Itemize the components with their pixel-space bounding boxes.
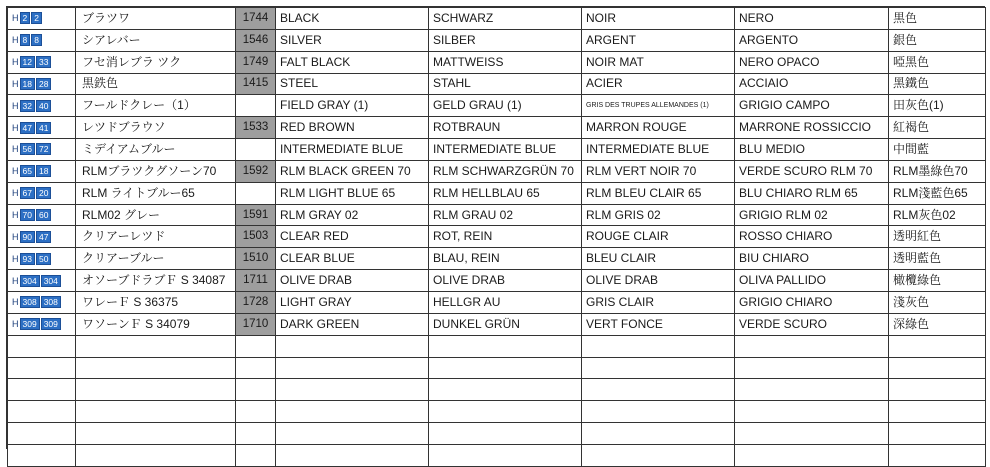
number-badge: 33 — [36, 56, 51, 68]
h-prefix: H — [12, 144, 19, 155]
blank-cell — [236, 423, 276, 445]
blank-row — [8, 444, 986, 466]
number-badge: 70 — [20, 209, 35, 221]
chinese-name: 透明紅色 — [889, 226, 986, 248]
german-name: BLAU, REIN — [429, 248, 582, 270]
chinese-name: 銀色 — [889, 29, 986, 51]
german-name: SCHWARZ — [429, 8, 582, 30]
blank-cell — [889, 379, 986, 401]
h-prefix: H — [12, 188, 19, 199]
chinese-name: 橄欖綠色 — [889, 270, 986, 292]
french-name: RLM VERT NOIR 70 — [582, 160, 735, 182]
italian-name: GRIGIO CAMPO — [735, 95, 889, 117]
japanese-name: フセ消レブラ ツク — [76, 51, 236, 73]
blank-cell — [582, 444, 735, 466]
table-row — [8, 204, 986, 226]
code-cell: 1591 — [236, 204, 276, 226]
italian-name: NERO — [735, 8, 889, 30]
blank-cell — [76, 379, 236, 401]
h-prefix: H — [12, 78, 19, 89]
french-name: OLIVE DRAB — [582, 270, 735, 292]
blank-cell — [582, 379, 735, 401]
number-badge: 32 — [20, 100, 35, 112]
code-badges-cell — [8, 29, 76, 51]
japanese-name: フールドクレー（1） — [76, 95, 236, 117]
number-badge: 47 — [36, 231, 51, 243]
german-name: OLIVE DRAB — [429, 270, 582, 292]
english-name: INTERMEDIATE BLUE — [276, 139, 429, 161]
number-badge: 2 — [31, 12, 42, 24]
color-table-body — [8, 8, 986, 467]
number-badge: 304 — [20, 275, 40, 287]
english-name: SILVER — [276, 29, 429, 51]
code-badges-cell — [8, 270, 76, 292]
french-name: ACIER — [582, 73, 735, 95]
french-name: ROUGE CLAIR — [582, 226, 735, 248]
german-name: ROT, REIN — [429, 226, 582, 248]
german-name: RLM SCHWARZGRÜN 70 — [429, 160, 582, 182]
h-prefix: H — [12, 231, 19, 242]
english-name: OLIVE DRAB — [276, 270, 429, 292]
code-cell: 1710 — [236, 313, 276, 335]
blank-cell — [429, 379, 582, 401]
table-row — [8, 8, 986, 30]
number-badge: 28 — [36, 78, 51, 90]
number-badge: 18 — [20, 78, 35, 90]
code-badges-cell — [8, 160, 76, 182]
german-name: HELLGR AU — [429, 291, 582, 313]
h-prefix: H — [12, 297, 19, 308]
blank-cell — [735, 423, 889, 445]
code-badges-cell — [8, 95, 76, 117]
japanese-name: クリアーブルー — [76, 248, 236, 270]
number-badge: 72 — [36, 143, 51, 155]
english-name: DARK GREEN — [276, 313, 429, 335]
number-badge: 56 — [20, 143, 35, 155]
blank-cell — [236, 357, 276, 379]
blank-cell — [582, 423, 735, 445]
blank-cell — [236, 401, 276, 423]
german-name: RLM GRAU 02 — [429, 204, 582, 226]
italian-name: NERO OPACO — [735, 51, 889, 73]
code-cell: 1415 — [236, 73, 276, 95]
code-cell — [236, 95, 276, 117]
blank-cell — [8, 335, 76, 357]
italian-name: BLU CHIARO RLM 65 — [735, 182, 889, 204]
japanese-name: ワソーンＦ S 34079 — [76, 313, 236, 335]
japanese-name: ミデイアムブルー — [76, 139, 236, 161]
blank-cell — [735, 401, 889, 423]
japanese-name: レツドブラウソ — [76, 117, 236, 139]
italian-name: ACCIAIO — [735, 73, 889, 95]
chinese-name: 透明藍色 — [889, 248, 986, 270]
h-prefix: H — [12, 166, 19, 177]
german-name: SILBER — [429, 29, 582, 51]
code-badges-cell — [8, 73, 76, 95]
blank-cell — [735, 444, 889, 466]
blank-cell — [582, 335, 735, 357]
japanese-name: RLM02 グレー — [76, 204, 236, 226]
english-name: BLACK — [276, 8, 429, 30]
chinese-name: RLM墨綠色70 — [889, 160, 986, 182]
number-badge: 50 — [36, 253, 51, 265]
english-name: RLM GRAY 02 — [276, 204, 429, 226]
french-name: GRIS CLAIR — [582, 291, 735, 313]
german-name: STAHL — [429, 73, 582, 95]
number-badge: 41 — [36, 122, 51, 134]
italian-name: ROSSO CHIARO — [735, 226, 889, 248]
blank-cell — [735, 335, 889, 357]
japanese-name: RLM ライトブルー65 — [76, 182, 236, 204]
german-name: DUNKEL GRÜN — [429, 313, 582, 335]
blank-row — [8, 423, 986, 445]
blank-cell — [889, 444, 986, 466]
italian-name: BLU MEDIO — [735, 139, 889, 161]
blank-cell — [276, 335, 429, 357]
chinese-name: 紅褐色 — [889, 117, 986, 139]
number-badge: 308 — [20, 296, 40, 308]
german-name: MATTWEISS — [429, 51, 582, 73]
blank-cell — [8, 401, 76, 423]
code-badges-cell — [8, 204, 76, 226]
code-cell: 1728 — [236, 291, 276, 313]
number-badge: 90 — [20, 231, 35, 243]
code-cell: 1533 — [236, 117, 276, 139]
table-row — [8, 226, 986, 248]
code-cell — [236, 139, 276, 161]
code-cell — [236, 182, 276, 204]
japanese-name: 黒鉄色 — [76, 73, 236, 95]
blank-cell — [889, 335, 986, 357]
blank-cell — [276, 444, 429, 466]
german-name: ROTBRAUN — [429, 117, 582, 139]
code-cell: 1711 — [236, 270, 276, 292]
number-badge: 47 — [20, 122, 35, 134]
blank-cell — [429, 357, 582, 379]
code-cell: 1546 — [236, 29, 276, 51]
french-name: INTERMEDIATE BLUE — [582, 139, 735, 161]
japanese-name: シアレバー — [76, 29, 236, 51]
chinese-name: 黒色 — [889, 8, 986, 30]
code-cell: 1592 — [236, 160, 276, 182]
blank-cell — [889, 401, 986, 423]
french-name: ARGENT — [582, 29, 735, 51]
color-table — [7, 7, 986, 467]
english-name: RLM BLACK GREEN 70 — [276, 160, 429, 182]
number-badge: 308 — [41, 296, 61, 308]
french-name: MARRON ROUGE — [582, 117, 735, 139]
german-name: GELD GRAU (1) — [429, 95, 582, 117]
number-badge: 304 — [41, 275, 61, 287]
blank-cell — [76, 444, 236, 466]
english-name: RED BROWN — [276, 117, 429, 139]
english-name: FIELD GRAY (1) — [276, 95, 429, 117]
code-badges-cell — [8, 182, 76, 204]
italian-name: GRIGIO RLM 02 — [735, 204, 889, 226]
blank-row — [8, 379, 986, 401]
code-cell: 1749 — [236, 51, 276, 73]
h-prefix: H — [12, 210, 19, 221]
chinese-name: 淺灰色 — [889, 291, 986, 313]
table-row — [8, 29, 986, 51]
japanese-name: オソーブドラブＦ S 34087 — [76, 270, 236, 292]
h-prefix: H — [12, 35, 19, 46]
number-badge: 8 — [31, 34, 42, 46]
blank-cell — [276, 379, 429, 401]
chinese-name: 中間藍 — [889, 139, 986, 161]
chinese-name: 田灰色(1) — [889, 95, 986, 117]
number-badge: 40 — [36, 100, 51, 112]
blank-cell — [236, 444, 276, 466]
number-badge: 309 — [20, 318, 40, 330]
h-prefix: H — [12, 122, 19, 133]
table-row — [8, 160, 986, 182]
japanese-name: RLMブラツクグソーン70 — [76, 160, 236, 182]
h-prefix: H — [12, 13, 19, 24]
code-badges-cell — [8, 51, 76, 73]
blank-cell — [889, 357, 986, 379]
blank-cell — [582, 357, 735, 379]
blank-cell — [429, 444, 582, 466]
h-prefix: H — [12, 319, 19, 330]
blank-cell — [276, 401, 429, 423]
number-badge: 12 — [20, 56, 35, 68]
number-badge: 2 — [20, 12, 31, 24]
english-name: CLEAR BLUE — [276, 248, 429, 270]
blank-cell — [8, 357, 76, 379]
number-badge: 93 — [20, 253, 35, 265]
blank-cell — [8, 444, 76, 466]
blank-cell — [429, 423, 582, 445]
italian-name: VERDE SCURO — [735, 313, 889, 335]
blank-row — [8, 357, 986, 379]
blank-row — [8, 401, 986, 423]
paint-color-chart — [6, 6, 985, 449]
chinese-name: RLM淺藍色65 — [889, 182, 986, 204]
code-badges-cell — [8, 248, 76, 270]
french-name: NOIR MAT — [582, 51, 735, 73]
table-row — [8, 139, 986, 161]
table-row — [8, 182, 986, 204]
blank-cell — [8, 423, 76, 445]
chinese-name: 深綠色 — [889, 313, 986, 335]
code-badges-cell — [8, 226, 76, 248]
blank-cell — [735, 357, 889, 379]
table-row — [8, 95, 986, 117]
code-badges-cell — [8, 8, 76, 30]
blank-cell — [76, 357, 236, 379]
chinese-name: 啞黑色 — [889, 51, 986, 73]
blank-cell — [429, 401, 582, 423]
blank-cell — [889, 423, 986, 445]
french-name: BLEU CLAIR — [582, 248, 735, 270]
blank-cell — [429, 335, 582, 357]
english-name: CLEAR RED — [276, 226, 429, 248]
italian-name: OLIVA PALLIDO — [735, 270, 889, 292]
italian-name: VERDE SCURO RLM 70 — [735, 160, 889, 182]
italian-name: BIU CHIARO — [735, 248, 889, 270]
code-badges-cell — [8, 117, 76, 139]
blank-cell — [582, 401, 735, 423]
italian-name: MARRONE ROSSICCIO — [735, 117, 889, 139]
blank-cell — [236, 379, 276, 401]
blank-cell — [735, 379, 889, 401]
number-badge: 65 — [20, 165, 35, 177]
number-badge: 67 — [20, 187, 35, 199]
number-badge: 309 — [41, 318, 61, 330]
code-badges-cell — [8, 139, 76, 161]
blank-cell — [8, 379, 76, 401]
blank-cell — [76, 335, 236, 357]
blank-cell — [236, 335, 276, 357]
h-prefix: H — [12, 275, 19, 286]
french-name: VERT FONCE — [582, 313, 735, 335]
h-prefix: H — [12, 253, 19, 264]
english-name: STEEL — [276, 73, 429, 95]
code-cell: 1744 — [236, 8, 276, 30]
blank-cell — [76, 423, 236, 445]
french-name: RLM BLEU CLAIR 65 — [582, 182, 735, 204]
number-badge: 18 — [36, 165, 51, 177]
japanese-name: ブラツワ — [76, 8, 236, 30]
table-row — [8, 117, 986, 139]
h-prefix: H — [12, 100, 19, 111]
blank-cell — [76, 401, 236, 423]
number-badge: 20 — [36, 187, 51, 199]
japanese-name: ワレーＦ S 36375 — [76, 291, 236, 313]
table-row — [8, 248, 986, 270]
chinese-name: 黑鐵色 — [889, 73, 986, 95]
number-badge: 60 — [36, 209, 51, 221]
english-name: RLM LIGHT BLUE 65 — [276, 182, 429, 204]
blank-cell — [276, 357, 429, 379]
chinese-name: RLM灰色02 — [889, 204, 986, 226]
french-name: RLM GRIS 02 — [582, 204, 735, 226]
table-row — [8, 313, 986, 335]
table-row — [8, 291, 986, 313]
french-name: GRIS DES TRUPES ALLEMANDES (1) — [582, 95, 735, 117]
code-badges-cell — [8, 291, 76, 313]
code-badges-cell — [8, 313, 76, 335]
code-cell: 1503 — [236, 226, 276, 248]
table-row — [8, 270, 986, 292]
h-prefix: H — [12, 57, 19, 68]
italian-name: GRIGIO CHIARO — [735, 291, 889, 313]
code-cell: 1510 — [236, 248, 276, 270]
english-name: FALT BLACK — [276, 51, 429, 73]
french-name: NOIR — [582, 8, 735, 30]
blank-row — [8, 335, 986, 357]
blank-cell — [276, 423, 429, 445]
number-badge: 8 — [20, 34, 31, 46]
table-row — [8, 73, 986, 95]
german-name: RLM HELLBLAU 65 — [429, 182, 582, 204]
table-row — [8, 51, 986, 73]
english-name: LIGHT GRAY — [276, 291, 429, 313]
japanese-name: クリアーレツド — [76, 226, 236, 248]
german-name: INTERMEDIATE BLUE — [429, 139, 582, 161]
italian-name: ARGENTO — [735, 29, 889, 51]
